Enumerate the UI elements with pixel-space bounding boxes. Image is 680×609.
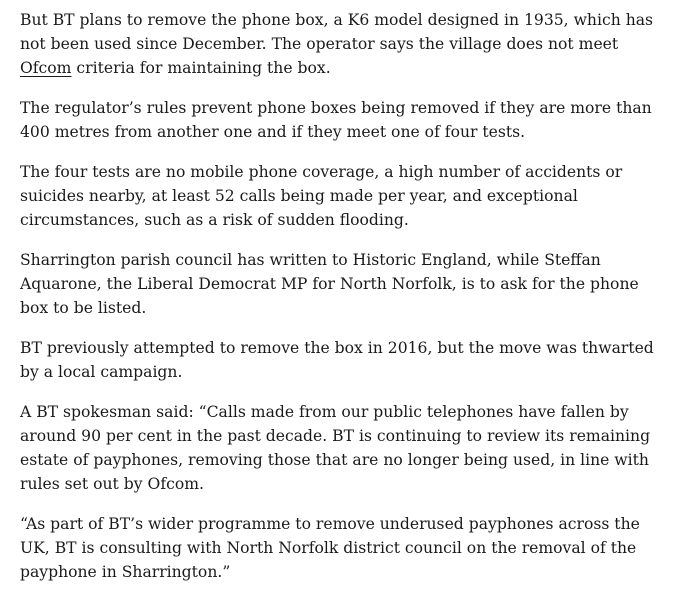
paragraph-4: Sharrington parish council has written to Historic England, while Steffan Aquarone, the Liberal Democrat MP for North Norfolk, is to ask for the phone box to be listed. [20,251,639,317]
paragraph-2: The regulator’s rules prevent phone boxes being removed if they are more than 400 metres from another one and if they meet one of four tests. [20,99,652,141]
paragraph-1-text-end: criteria for maintaining the box. [71,59,331,77]
paragraph-1 [20,8,660,80]
paragraph-6: A BT spokesman said: “Calls made from our public telephones have fallen by around 90 per cent in the past decade. BT is continuing to review its remaining estate of payphones, removing those that are no longer being used, in line with rules set out by Ofcom. [20,403,651,493]
paragraph-1-text-start: But BT plans to remove the phone box, a K6 model designed in 1935, which has not been used since December. The operator says the village does not meet [20,11,654,53]
paragraph-7: “As part of BT’s wider programme to remove underused payphones across the UK, BT is consulting with North Norfolk district council on the removal of the payphone in Sharrington.” [20,515,640,581]
ofcom-link[interactable]: Ofcom [20,59,72,77]
paragraph-5: BT previously attempted to remove the box in 2016, but the move was thwarted by a local campaign. [20,339,654,381]
paragraph-3: The four tests are no mobile phone coverage, a high number of accidents or suicides nearby, at least 52 calls being made per year, and exceptional circumstances, such as a risk of sudden flooding. [20,163,623,229]
